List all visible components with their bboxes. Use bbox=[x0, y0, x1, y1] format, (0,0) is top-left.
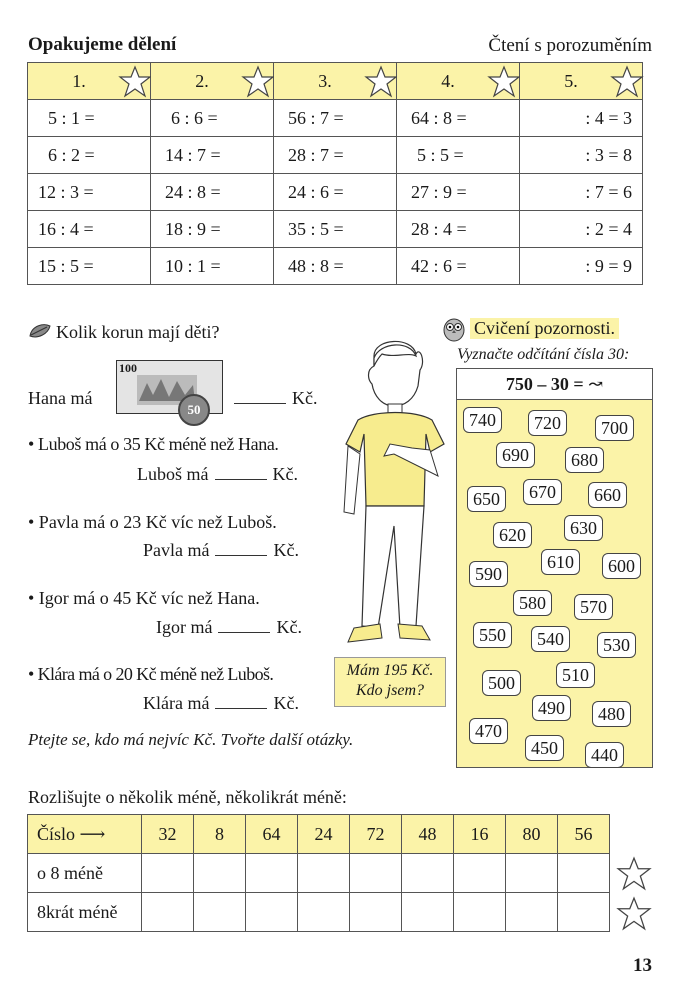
division-header-row bbox=[28, 63, 643, 100]
number-box[interactable]: 550 bbox=[473, 622, 512, 648]
table-cell: 12 : 3 = bbox=[28, 174, 151, 211]
compare-value: 80 bbox=[506, 815, 558, 854]
table-row bbox=[28, 174, 643, 211]
table-cell: 24 : 6 = bbox=[274, 174, 397, 211]
answer-cell[interactable] bbox=[350, 893, 402, 932]
table-cell: 10 : 1 = bbox=[151, 248, 274, 285]
answer-pavla: Pavla má Kč. bbox=[143, 540, 299, 560]
star-icon bbox=[487, 65, 521, 99]
speech-bubble: Mám 195 Kč. Kdo jsem? bbox=[334, 657, 446, 707]
compare-value: 16 bbox=[454, 815, 506, 854]
answer-cell[interactable] bbox=[142, 893, 194, 932]
section-title: Opakujeme dělení bbox=[28, 34, 177, 55]
answer-cell[interactable] bbox=[298, 893, 350, 932]
question-pavla: • Pavla má o 23 Kč víc než Luboš. bbox=[28, 512, 277, 532]
question-klara: • Klára má o 20 Kč méně než Luboš. bbox=[28, 664, 274, 684]
banknote-image: 100 bbox=[116, 360, 223, 414]
table-row bbox=[28, 854, 610, 893]
table-cell: 27 : 9 = bbox=[397, 174, 520, 211]
compare-row-label: o 8 méně bbox=[28, 854, 142, 893]
answer-cell[interactable] bbox=[298, 854, 350, 893]
answer-cell[interactable] bbox=[402, 854, 454, 893]
table-cell: 18 : 9 = bbox=[151, 211, 274, 248]
answer-blank[interactable] bbox=[218, 618, 270, 633]
table-cell: 35 : 5 = bbox=[274, 211, 397, 248]
star-icon bbox=[241, 65, 275, 99]
table-cell: 42 : 6 = bbox=[397, 248, 520, 285]
attention-start: 750 – 30 = ↝ bbox=[456, 368, 653, 400]
answer-cell[interactable] bbox=[402, 893, 454, 932]
coin-image: 50 bbox=[178, 394, 210, 426]
table-cell: 5 : 1 = bbox=[28, 100, 151, 137]
money-title: Kolik korun mají děti? bbox=[56, 322, 220, 342]
number-box[interactable]: 630 bbox=[564, 515, 603, 541]
number-box[interactable]: 570 bbox=[574, 594, 613, 620]
money-footer: Ptejte se, kdo má nejvíc Kč. Tvořte další otázky. bbox=[28, 730, 354, 749]
table-cell: : 3 = 8 bbox=[520, 137, 643, 174]
arrow-icon: ↝ bbox=[588, 374, 604, 394]
boy-illustration bbox=[334, 336, 454, 656]
answer-cell[interactable] bbox=[194, 893, 246, 932]
star-icon bbox=[610, 65, 644, 99]
answer-blank[interactable] bbox=[215, 465, 267, 480]
number-box[interactable]: 620 bbox=[493, 522, 532, 548]
number-box[interactable]: 700 bbox=[595, 415, 634, 441]
table-cell: : 7 = 6 bbox=[520, 174, 643, 211]
attention-title: Cvičení pozornosti. bbox=[470, 318, 619, 339]
number-box[interactable]: 440 bbox=[585, 742, 624, 768]
answer-cell[interactable] bbox=[506, 893, 558, 932]
table-cell: : 2 = 4 bbox=[520, 211, 643, 248]
number-box[interactable]: 530 bbox=[597, 632, 636, 658]
number-box[interactable]: 650 bbox=[467, 486, 506, 512]
compare-table bbox=[27, 814, 610, 932]
owl-icon bbox=[442, 316, 466, 342]
table-cell: 15 : 5 = bbox=[28, 248, 151, 285]
compare-header-row bbox=[28, 815, 610, 854]
answer-cell[interactable] bbox=[558, 893, 610, 932]
table-cell: 5 : 5 = bbox=[397, 137, 520, 174]
compare-title: Rozlišujte o několik méně, několikrát méně: bbox=[28, 787, 347, 807]
answer-cell[interactable] bbox=[142, 854, 194, 893]
compare-value: 56 bbox=[558, 815, 610, 854]
hana-label: Hana má bbox=[28, 388, 93, 408]
page-number: 13 bbox=[633, 955, 652, 976]
question-lubos: • Luboš má o 35 Kč méně než Hana. bbox=[28, 434, 279, 454]
division-table bbox=[27, 62, 643, 285]
compare-value: 48 bbox=[402, 815, 454, 854]
section-subtitle: Čtení s porozuměním bbox=[488, 35, 652, 56]
table-cell: 56 : 7 = bbox=[274, 100, 397, 137]
compare-value: 24 bbox=[298, 815, 350, 854]
answer-cell[interactable] bbox=[454, 854, 506, 893]
question-igor: • Igor má o 45 Kč víc než Hana. bbox=[28, 588, 260, 608]
answer-cell[interactable] bbox=[194, 854, 246, 893]
division-col-2: 2. bbox=[151, 63, 274, 100]
hana-answer: Kč. bbox=[230, 388, 318, 409]
number-box[interactable]: 450 bbox=[525, 735, 564, 761]
table-row bbox=[28, 137, 643, 174]
table-cell: 64 : 8 = bbox=[397, 100, 520, 137]
division-col-4: 4. bbox=[397, 63, 520, 100]
answer-klara: Klára má Kč. bbox=[143, 693, 299, 713]
number-box[interactable]: 470 bbox=[469, 718, 508, 744]
number-box[interactable]: 680 bbox=[565, 447, 604, 473]
attention-subtitle: Vyznačte odčítání čísla 30: bbox=[457, 346, 630, 363]
table-cell: : 4 = 3 bbox=[520, 100, 643, 137]
number-box[interactable]: 740 bbox=[463, 407, 502, 433]
table-cell: 48 : 8 = bbox=[274, 248, 397, 285]
number-box[interactable]: 510 bbox=[556, 662, 595, 688]
table-cell: 24 : 8 = bbox=[151, 174, 274, 211]
number-box[interactable]: 690 bbox=[496, 442, 535, 468]
division-col-3: 3. bbox=[274, 63, 397, 100]
answer-cell[interactable] bbox=[246, 854, 298, 893]
answer-cell[interactable] bbox=[454, 893, 506, 932]
division-col-1: 1. bbox=[28, 63, 151, 100]
number-box[interactable]: 590 bbox=[469, 561, 508, 587]
star-icon bbox=[616, 856, 652, 892]
table-cell: 16 : 4 = bbox=[28, 211, 151, 248]
number-box[interactable]: 600 bbox=[602, 553, 641, 579]
table-row bbox=[28, 893, 610, 932]
number-box[interactable]: 610 bbox=[541, 549, 580, 575]
answer-cell[interactable] bbox=[350, 854, 402, 893]
compare-value: 32 bbox=[142, 815, 194, 854]
table-cell: 28 : 4 = bbox=[397, 211, 520, 248]
answer-cell[interactable] bbox=[506, 854, 558, 893]
leaf-icon bbox=[28, 322, 52, 340]
answer-cell[interactable] bbox=[558, 854, 610, 893]
compare-value: 64 bbox=[246, 815, 298, 854]
answer-cell[interactable] bbox=[246, 893, 298, 932]
answer-blank[interactable] bbox=[234, 389, 286, 404]
table-cell: 6 : 6 = bbox=[151, 100, 274, 137]
table-cell: 14 : 7 = bbox=[151, 137, 274, 174]
star-icon bbox=[364, 65, 398, 99]
answer-blank[interactable] bbox=[215, 541, 267, 556]
number-box[interactable]: 580 bbox=[513, 590, 552, 616]
star-icon bbox=[118, 65, 152, 99]
number-box[interactable]: 480 bbox=[592, 701, 631, 727]
answer-lubos: Luboš má Kč. bbox=[137, 464, 298, 484]
number-box[interactable]: 660 bbox=[588, 482, 627, 508]
table-cell: 6 : 2 = bbox=[28, 137, 151, 174]
table-row bbox=[28, 100, 643, 137]
arrow-right-icon: ⟶ bbox=[79, 823, 106, 844]
table-row bbox=[28, 211, 643, 248]
number-box[interactable]: 540 bbox=[531, 626, 570, 652]
number-box[interactable]: 490 bbox=[532, 695, 571, 721]
number-box[interactable]: 500 bbox=[482, 670, 521, 696]
compare-header-label: Číslo ⟶ bbox=[28, 815, 142, 854]
table-cell: : 9 = 9 bbox=[520, 248, 643, 285]
number-box[interactable]: 720 bbox=[528, 410, 567, 436]
answer-igor: Igor má Kč. bbox=[156, 617, 302, 637]
compare-value: 8 bbox=[194, 815, 246, 854]
number-box[interactable]: 670 bbox=[523, 479, 562, 505]
star-icon bbox=[616, 896, 652, 932]
answer-blank[interactable] bbox=[215, 694, 267, 709]
table-row bbox=[28, 248, 643, 285]
table-cell: 28 : 7 = bbox=[274, 137, 397, 174]
compare-row-label: 8krát méně bbox=[28, 893, 142, 932]
division-col-5: 5. bbox=[520, 63, 643, 100]
compare-value: 72 bbox=[350, 815, 402, 854]
